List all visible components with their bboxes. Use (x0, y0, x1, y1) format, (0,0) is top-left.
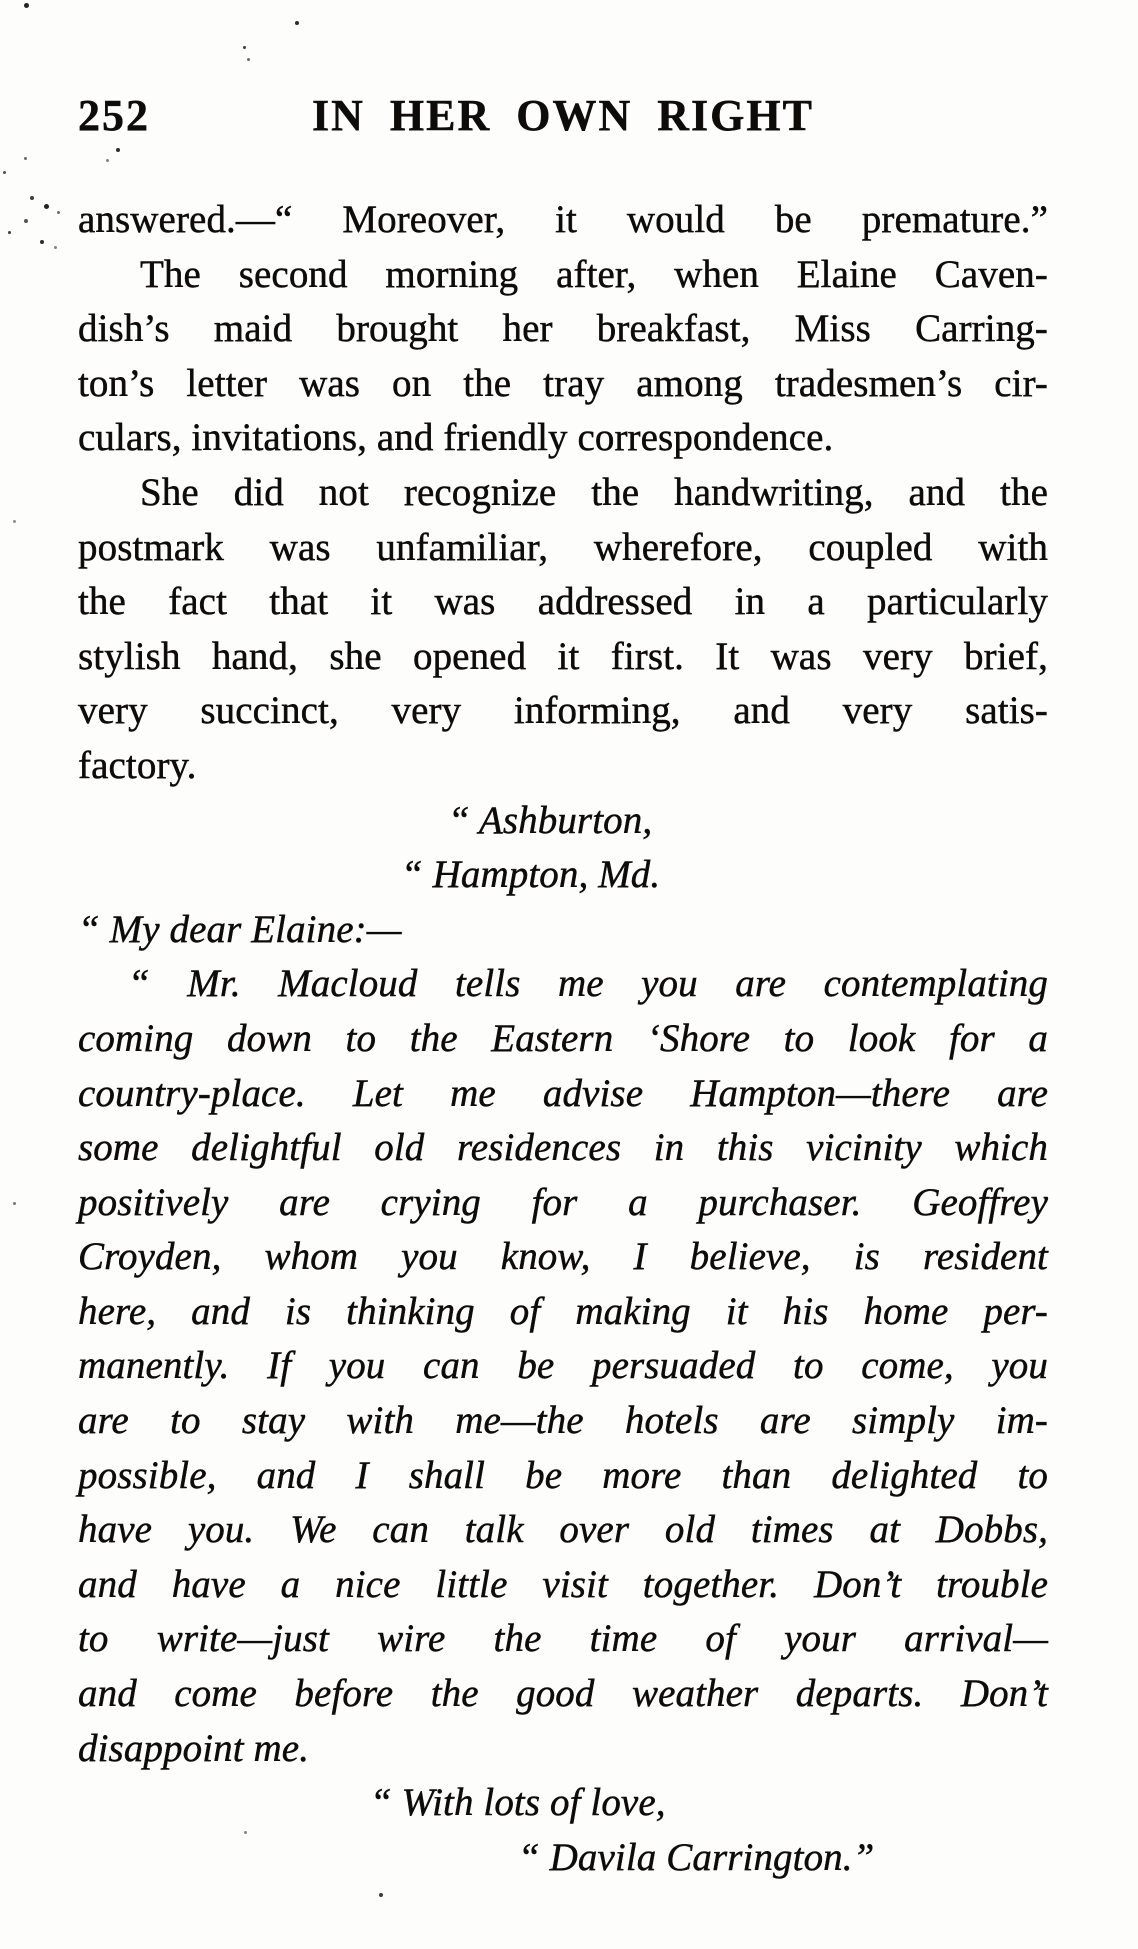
scan-speck (116, 148, 120, 152)
letter-line: to write—just wire the time of your arrival— (78, 1617, 1048, 1661)
letter-line: manently. If you can be persuaded to come, you (78, 1344, 1048, 1388)
text-line: the fact that it was addressed in a particularly (78, 580, 1048, 624)
letter-line: “ Ashburton, (448, 798, 653, 842)
scan-speck (40, 240, 44, 244)
scan-speck (13, 1202, 16, 1205)
page-title: IN HER OWN RIGHT (312, 91, 814, 140)
scan-speck (106, 159, 109, 162)
scan-speck (30, 196, 34, 200)
text-line: factory. (78, 743, 197, 787)
text-line: She did not recognize the handwriting, and the (140, 470, 1048, 514)
scan-speck (3, 171, 6, 174)
text-line: very succinct, very informing, and very satis- (78, 689, 1048, 733)
scan-speck (295, 21, 299, 25)
text-line: dish’s maid brought her breakfast, Miss Carring- (78, 307, 1048, 351)
letter-line: are to stay with me—the hotels are simply im- (78, 1399, 1048, 1443)
scan-speck (243, 46, 246, 49)
page-number: 252 (78, 91, 150, 140)
letter-line: “ Davila Carrington.” (518, 1835, 875, 1879)
scan-speck (24, 3, 29, 8)
scan-speck (379, 1893, 383, 1897)
text-line: ton’s letter was on the tray among tradesmen’s cir- (78, 361, 1048, 405)
text-line: stylish hand, she opened it first. It was very brief, (78, 634, 1048, 678)
scan-speck (24, 219, 28, 223)
letter-line: “ Hampton, Md. (401, 853, 661, 897)
text-line: answered.—“ Moreover, it would be premature.” (78, 198, 1048, 241)
letter-line: have you. We can talk over old times at Dobbs, (78, 1508, 1048, 1552)
scan-speck (24, 157, 27, 160)
scan-speck (54, 246, 57, 249)
letter-line: “ My dear Elaine:— (78, 907, 402, 951)
text-block (78, 193, 1048, 1885)
letter-line: some delightful old residences in this vicinity which (78, 1126, 1048, 1170)
letter-line: country-place. Let me advise Hampton—there are (78, 1071, 1048, 1115)
scan-speck (244, 1831, 247, 1834)
text-line: postmark was unfamiliar, wherefore, coupled with (78, 525, 1048, 569)
text-line: The second morning after, when Elaine Caven- (140, 252, 1048, 296)
letter-line: and have a nice little visit together. Don’t trouble (78, 1562, 1048, 1606)
scan-speck (44, 204, 49, 209)
letter-line: “ With lots of love, (370, 1781, 666, 1825)
letter-line: positively are crying for a purchaser. Geoffrey (78, 1180, 1048, 1224)
letter-line: disappoint me. (78, 1726, 310, 1770)
running-head (78, 90, 1048, 146)
scan-speck (13, 520, 16, 523)
text-line: culars, invitations, and friendly correspondence. (78, 416, 834, 460)
scan-speck (57, 211, 60, 214)
scan-speck (8, 231, 11, 234)
scan-speck (247, 58, 250, 61)
letter-line: coming down to the Eastern ‘Shore to look for a (78, 1016, 1048, 1060)
letter-line: “ Mr. Macloud tells me you are contemplating (128, 962, 1048, 1006)
letter-line: possible, and I shall be more than delighted to (78, 1453, 1048, 1497)
letter-line: Croyden, whom you know, I believe, is resident (78, 1235, 1048, 1279)
letter-line: and come before the good weather departs. Don’t (78, 1672, 1048, 1716)
letter-line: here, and is thinking of making it his home per- (78, 1289, 1048, 1333)
